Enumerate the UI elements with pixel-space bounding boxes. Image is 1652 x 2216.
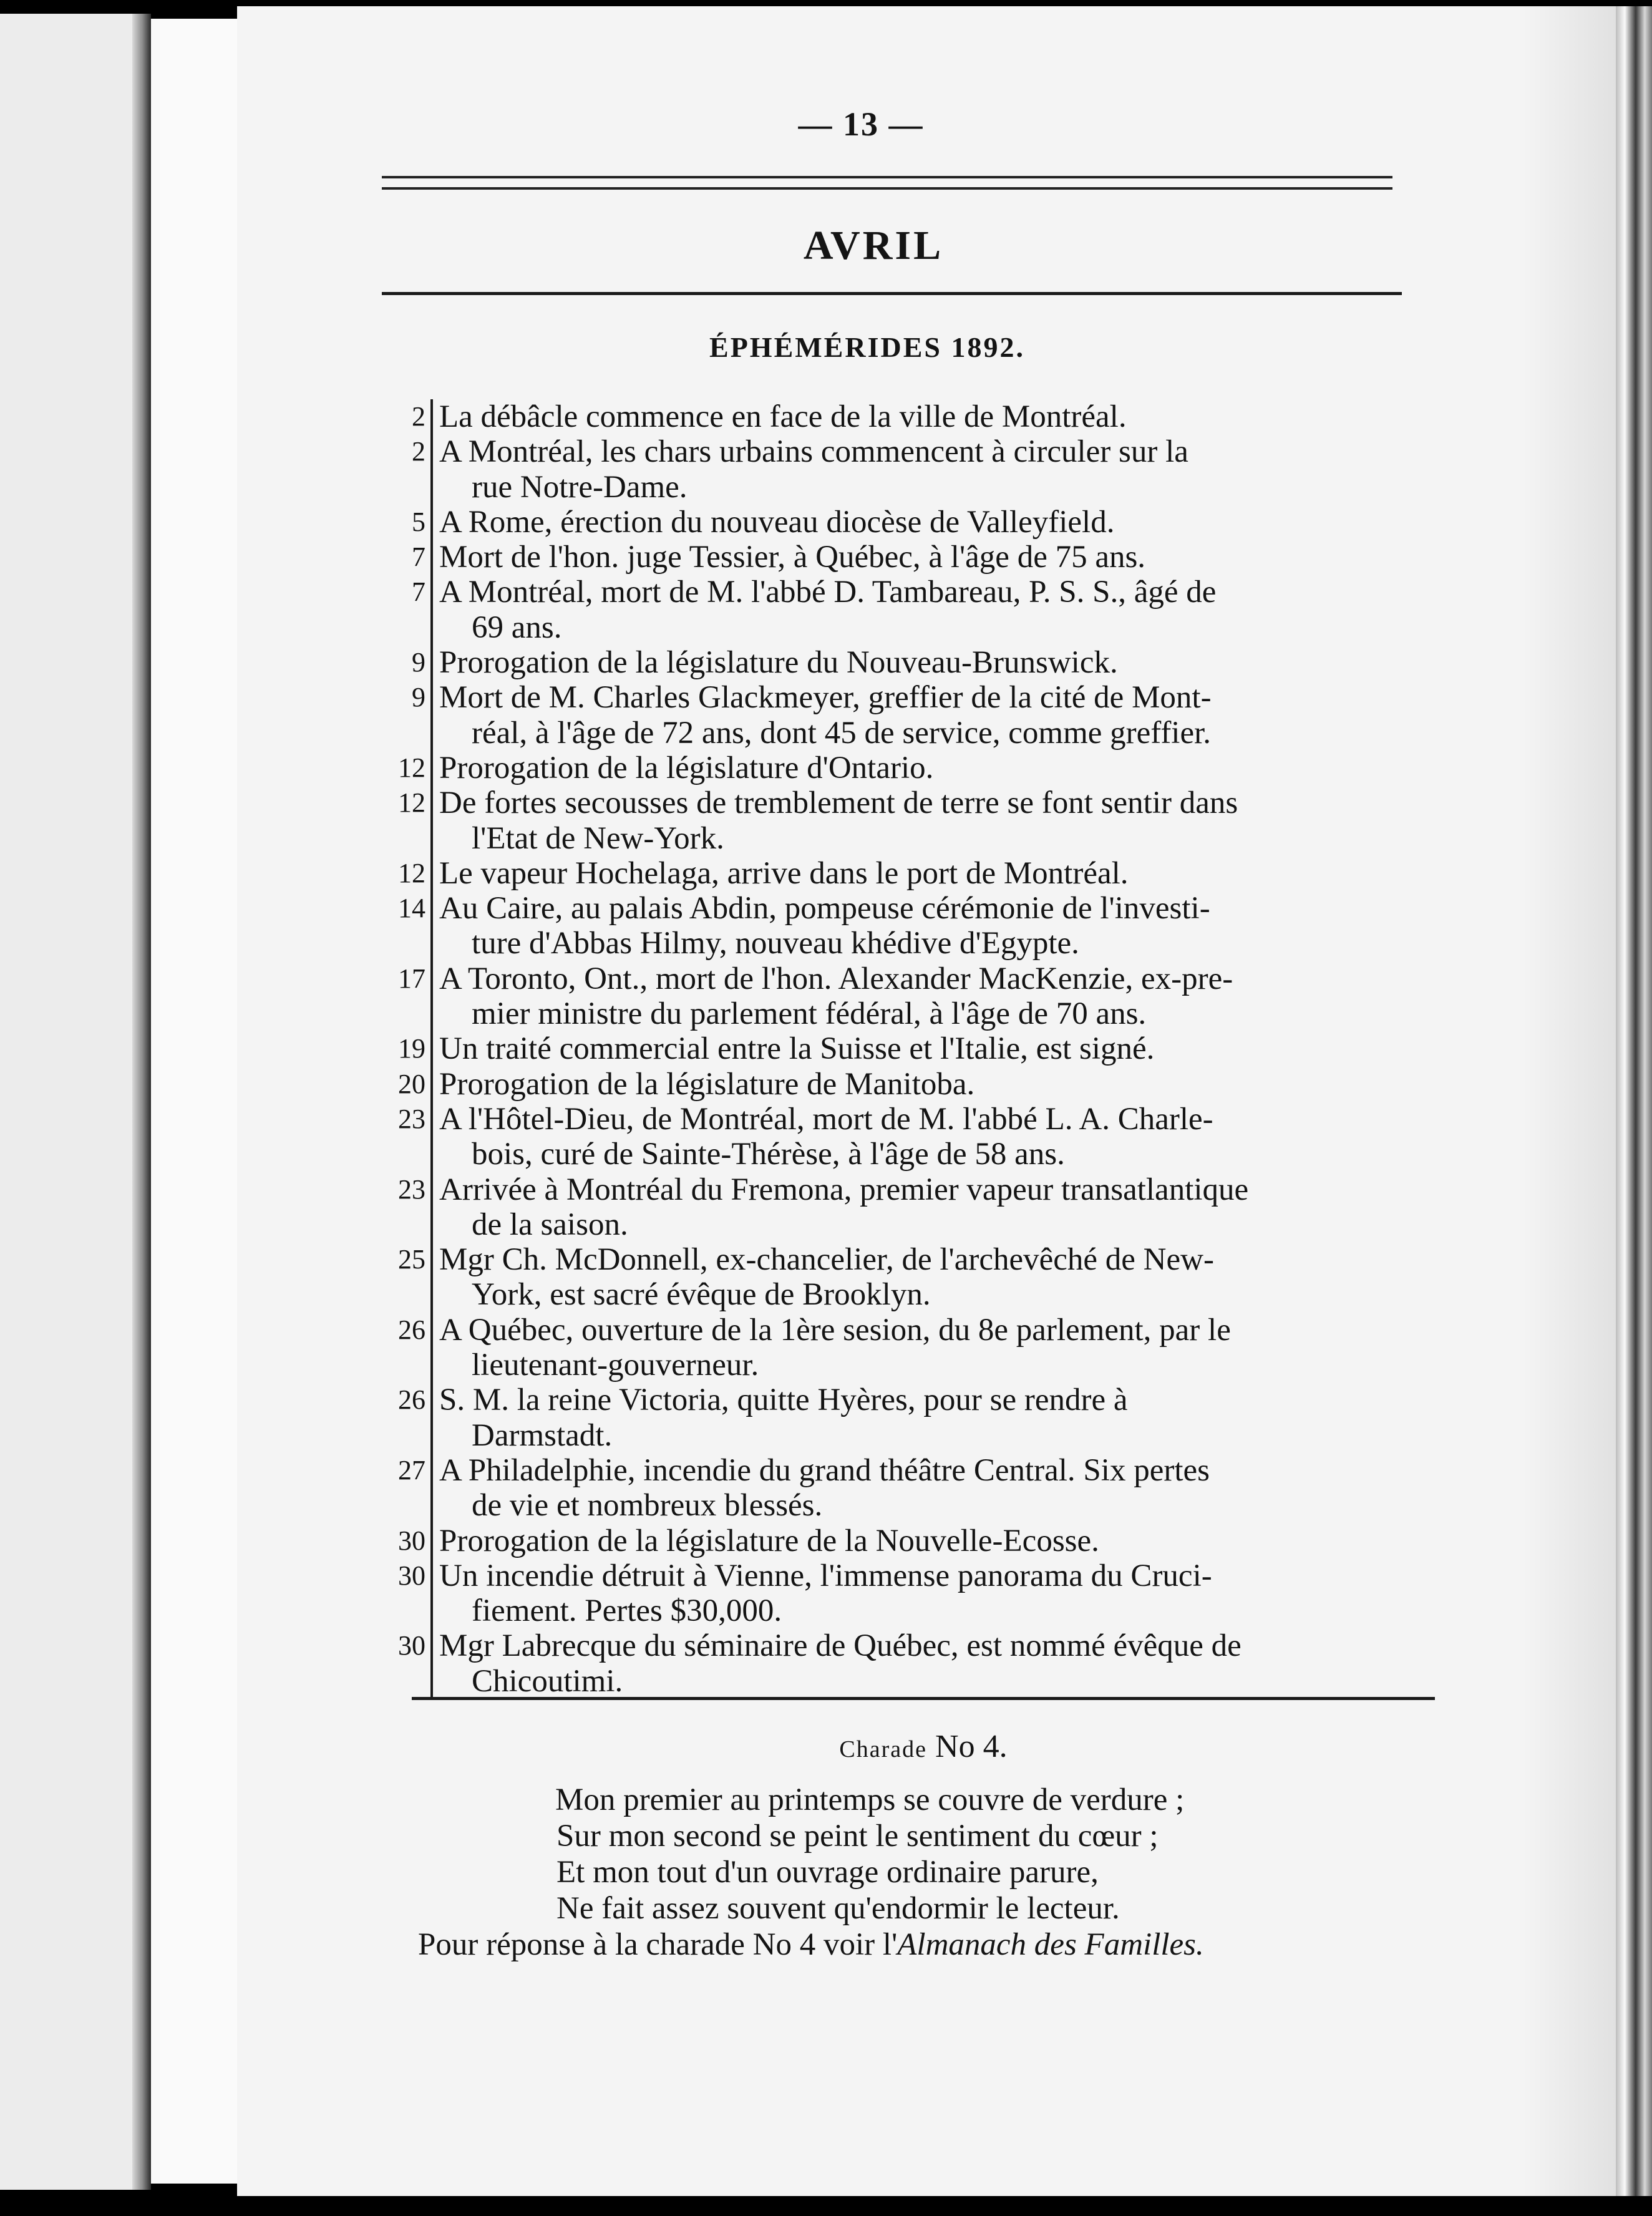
entry-row [381, 434, 1435, 505]
book-gutter-shadow [132, 14, 151, 2190]
entry-line: Mgr Ch. McDonnell, ex-chancelier, de l'archevêché de New- [439, 1242, 1214, 1278]
verse-line: Sur mon second se peint le sentiment du cœur ; [556, 1819, 1159, 1854]
entry-row [381, 751, 1435, 785]
entry-day: 9 [381, 645, 433, 680]
answer-book-title: Almanach des Familles. [897, 1927, 1204, 1962]
entry-line: lieutenant-gouverneur. [472, 1348, 759, 1383]
entry-row [381, 856, 1435, 891]
left-facing-page [0, 14, 132, 2190]
entry-day: 5 [381, 505, 433, 540]
entry-line: Prorogation de la législature du Nouveau-Brunswick. [439, 645, 1118, 681]
entry-day: 2 [381, 399, 433, 434]
entry-day: 30 [381, 1524, 433, 1558]
entry-line: l'Etat de New-York. [472, 820, 724, 856]
entry-day: 12 [381, 751, 433, 785]
entry-text [433, 1558, 1435, 1629]
entry-line: York, est sacré évêque de Brooklyn. [472, 1277, 931, 1313]
entry-text [433, 1524, 1435, 1558]
entry-text [433, 1242, 1435, 1313]
entry-text [433, 1067, 1435, 1102]
entry-text [433, 680, 1435, 751]
entry-text [433, 856, 1435, 891]
entry-row [381, 1242, 1435, 1313]
entry-day: 26 [381, 1313, 433, 1383]
page-margin-strip [151, 19, 251, 2184]
page-number: — 13 — [798, 105, 924, 143]
entry-text [433, 645, 1435, 680]
entry-text [433, 1031, 1435, 1066]
entry-row [381, 645, 1435, 680]
entry-day: 14 [381, 891, 433, 961]
entry-row [381, 1558, 1435, 1629]
answer-text: Pour réponse à la charade No 4 voir l' [418, 1927, 898, 1962]
entry-text [433, 1453, 1435, 1524]
entry-line: Un incendie détruit à Vienne, l'immense panorama du Cruci- [439, 1558, 1212, 1593]
entry-line: A Rome, érection du nouveau diocèse de Valleyfield. [439, 504, 1115, 540]
entry-day: 30 [381, 1628, 433, 1699]
entry-row [381, 1628, 1435, 1699]
entry-day: 26 [381, 1383, 433, 1453]
entry-line: Un traité commercial entre la Suisse et l'Italie, est signé. [439, 1031, 1155, 1067]
entry-line: mier ministre du parlement fédéral, à l'âge de 70 ans. [472, 996, 1147, 1032]
entry-day: 27 [381, 1453, 433, 1524]
entry-text [433, 1628, 1435, 1699]
entry-line: A l'Hôtel-Dieu, de Montréal, mort de M. l'abbé L. A. Charle- [439, 1101, 1213, 1137]
entry-text [433, 1383, 1435, 1453]
entry-line: Prorogation de la législature d'Ontario. [439, 750, 934, 785]
entry-line: De fortes secousses de tremblement de terre se font sentir dans [439, 785, 1238, 821]
entry-text [433, 1313, 1435, 1383]
verse-line: Ne fait assez souvent qu'endormir le lecteur. [556, 1891, 1120, 1926]
entry-day: 2 [381, 434, 433, 505]
entry-line: A Toronto, Ont., mort de l'hon. Alexander MacKenzie, ex-pre- [439, 961, 1233, 996]
entry-line: ture d'Abbas Hilmy, nouveau khédive d'Egypte. [472, 926, 1079, 961]
verse-line: Mon premier au printemps se couvre de verdure ; [555, 1782, 1185, 1817]
entry-row [381, 680, 1435, 751]
entry-line: Prorogation de la législature de Manitoba. [439, 1066, 975, 1102]
entry-row [381, 1031, 1435, 1066]
entry-line: Le vapeur Hochelaga, arrive dans le port de Montréal. [439, 855, 1129, 891]
entry-line: A Québec, ouverture de la 1ère sesion, du 8e parlement, par le [439, 1312, 1231, 1348]
entry-row [381, 399, 1435, 434]
entry-text [433, 785, 1435, 856]
entry-line: Chicoutimi. [472, 1663, 623, 1699]
entry-text [433, 961, 1435, 1032]
entry-line: fiement. Pertes $30,000. [472, 1593, 782, 1629]
entry-day: 20 [381, 1067, 433, 1102]
entry-day: 23 [381, 1102, 433, 1172]
entry-row [381, 1313, 1435, 1383]
entry-text [433, 505, 1435, 540]
entry-line: réal, à l'âge de 72 ans, dont 45 de service, comme greffier. [472, 715, 1212, 751]
entry-text [433, 751, 1435, 785]
entry-day: 7 [381, 540, 433, 575]
entry-day: 9 [381, 680, 433, 751]
entry-line: bois, curé de Sainte-Thérèse, à l'âge de 58 ans. [472, 1137, 1065, 1172]
entry-row [381, 505, 1435, 540]
entry-row [381, 1524, 1435, 1558]
entry-day: 12 [381, 856, 433, 891]
entry-text [433, 399, 1435, 434]
entry-row [381, 1102, 1435, 1172]
charade-verse [555, 1782, 1366, 1927]
entry-row [381, 961, 1435, 1032]
entry-row [381, 575, 1435, 645]
entry-line: A Philadelphie, incendie du grand théâtre Central. Six pertes [439, 1452, 1210, 1488]
entry-day: 19 [381, 1031, 433, 1066]
entry-line: rue Notre-Dame. [472, 469, 688, 505]
charade-label: Charade [839, 1736, 928, 1762]
entry-day: 25 [381, 1242, 433, 1313]
entry-day: 12 [381, 785, 433, 856]
entry-day: 30 [381, 1558, 433, 1629]
entry-line: Mort de l'hon. juge Tessier, à Québec, à l'âge de 75 ans. [439, 540, 1146, 575]
list-end-rule [412, 1697, 1435, 1700]
entry-text [433, 1102, 1435, 1172]
entry-line: Mgr Labrecque du séminaire de Québec, est nommé évêque de [439, 1628, 1241, 1664]
ephemerides-heading: ÉPHÉMÉRIDES 1892. [709, 331, 1025, 363]
entry-row [381, 785, 1435, 856]
entry-row [381, 891, 1435, 961]
entry-row [381, 1172, 1435, 1243]
verse-line: Et mon tout d'un ouvrage ordinaire parure, [556, 1855, 1099, 1890]
entry-line: de vie et nombreux blessés. [472, 1488, 823, 1524]
entry-row [381, 1067, 1435, 1102]
entry-text [433, 891, 1435, 961]
entry-line: Mort de M. Charles Glackmeyer, greffier de la cité de Mont- [439, 680, 1212, 716]
month-heading: AVRIL [803, 223, 944, 268]
entry-line: S. M. la reine Victoria, quitte Hyères, pour se rendre à [439, 1383, 1128, 1418]
entry-day: 17 [381, 961, 433, 1032]
header-double-rule [382, 176, 1392, 190]
entry-line: A Montréal, les chars urbains commencent à circuler sur la [439, 434, 1188, 470]
ephemerides-list [381, 399, 1435, 1699]
charade-heading [736, 1728, 1110, 1765]
entry-line: 69 ans. [472, 610, 562, 645]
entry-text [433, 540, 1435, 575]
month-rule [382, 292, 1402, 295]
entry-line: Arrivée à Montréal du Fremona, premier vapeur transatlantique [439, 1172, 1249, 1207]
entry-row [381, 540, 1435, 575]
entry-row [381, 1383, 1435, 1453]
entry-line: A Montréal, mort de M. l'abbé D. Tambareau, P. S. S., âgé de [439, 575, 1217, 610]
entry-day: 7 [381, 575, 433, 645]
entry-line: La débâcle commence en face de la ville de Montréal. [439, 399, 1127, 434]
entry-text [433, 575, 1435, 645]
entry-text [433, 434, 1435, 505]
entry-day: 23 [381, 1172, 433, 1243]
entry-text [433, 1172, 1435, 1243]
entry-row [381, 1453, 1435, 1524]
charade-number: No 4. [935, 1729, 1008, 1764]
charade-answer [418, 1927, 1479, 1963]
entry-line: Au Caire, au palais Abdin, pompeuse cérémonie de l'investi- [439, 891, 1210, 926]
entry-line: Prorogation de la législature de la Nouvelle-Ecosse. [439, 1523, 1099, 1558]
entry-line: de la saison. [472, 1207, 628, 1242]
entry-line: Darmstadt. [472, 1417, 613, 1453]
right-page-edges [1616, 6, 1652, 2196]
page-edge-shade [1522, 6, 1616, 2196]
